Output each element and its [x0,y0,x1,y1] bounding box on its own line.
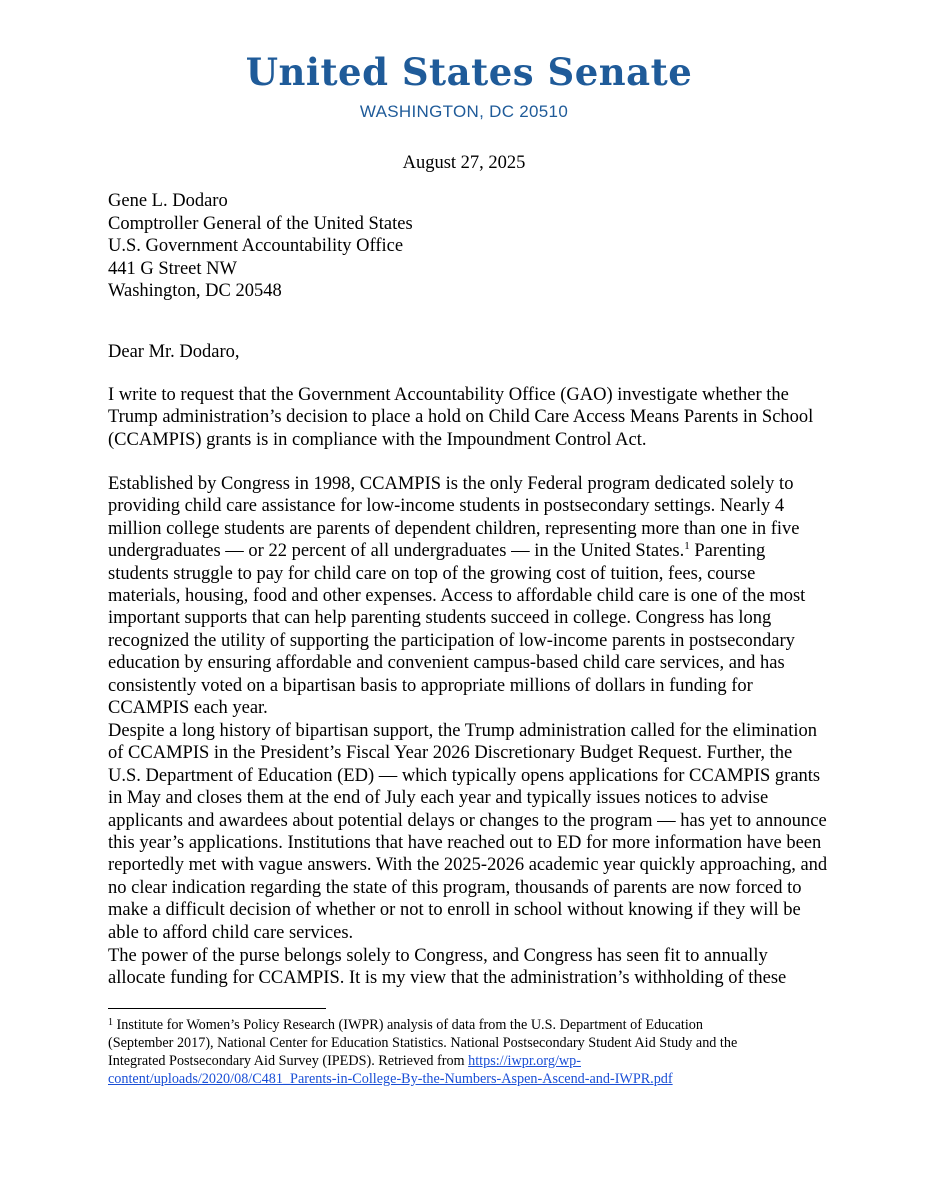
recipient-title: Comptroller General of the United States [108,213,413,234]
letter-date: August 27, 2025 [402,153,526,173]
recipient-address [108,190,413,303]
footnote-divider [108,1008,326,1009]
paragraph-line: applicants and awardees about potential delays or changes to the program — has yet to announce [108,810,827,831]
paragraph-line: million college students are parents of dependent children, representing more than one in five [108,518,800,539]
recipient-name: Gene L. Dodaro [108,191,228,211]
paragraph-text: Parenting [689,541,766,562]
footnote-source-link[interactable]: content/uploads/2020/08/C481_Parents-in-College-By-the-Numbers-Aspen-Ascend-and-IWPR.pdf [108,1071,673,1087]
paragraph-line: important supports that can help parenting students succeed in college. Congress has long [108,608,772,629]
salutation: Dear Mr. Dodaro, [108,342,240,362]
paragraph-line: Established by Congress in 1998, CCAMPIS is the only Federal program dedicated solely to [108,474,794,494]
paragraph-line: students struggle to pay for child care on top of the growing cost of tuition, fees, course [108,563,756,584]
paragraph-line: The power of the purse belongs solely to Congress, and Congress has seen fit to annually [108,946,768,966]
senate-title: United States Senate [245,50,693,94]
paragraph-line: no clear indication regarding the state of this program, thousands of parents are now forced to [108,877,802,898]
paragraph-line: of CCAMPIS in the President’s Fiscal Year 2026 Discretionary Budget Request. Further, the [108,743,793,764]
footnote-number: 1 [108,1017,113,1028]
footnote [108,1016,838,1088]
paragraph-line: recognized the utility of supporting the participation of low-income parents in postsecondary [108,630,795,651]
letterhead [0,48,928,122]
paragraph-line: Despite a long history of bipartisan support, the Trump administration called for the elimination [108,721,818,741]
recipient-city: Washington, DC 20548 [108,281,282,301]
paragraph-line: U.S. Department of Education (ED) — which typically opens applications for CCAMPIS grants [108,765,821,786]
footnote-line [108,1070,838,1088]
paragraph-purse [108,945,824,990]
paragraph-line: Trump administration’s decision to place a hold on Child Care Access Means Parents in School [108,407,814,428]
paragraph-line: materials, housing, food and other expenses. Access to affordable child care is one of the most [108,586,806,607]
paragraph-line: make a difficult decision of whether or not to enroll in school without knowing if they will be [108,900,801,921]
footnote-source-link[interactable]: https://iwpr.org/wp- [468,1053,581,1069]
paragraph-line: consistently voted on a bipartisan basis to appropriate millions of dollars in funding for [108,675,753,696]
footnote-line [108,1052,838,1070]
paragraph-line [108,540,824,562]
paragraph-line: able to afford child care services. [108,922,354,943]
paragraph-line: providing child care assistance for low-income students in postsecondary settings. Nearly 4 [108,496,785,517]
paragraph-line: (CCAMPIS) grants is in compliance with the Impoundment Control Act. [108,429,647,450]
footnote-text: Integrated Postsecondary Aid Survey (IPEDS). Retrieved from [108,1053,469,1069]
paragraph-line: this year’s applications. Institutions that have reached out to ED for more information have been [108,833,822,854]
paragraph-line: allocate funding for CCAMPIS. It is my view that the administration’s withholding of these [108,968,787,989]
paragraph-background [108,473,824,719]
footnote-reference[interactable]: 1 [684,540,690,553]
paragraph-request [108,384,824,451]
paragraph-line: in May and closes them at the end of July each year and typically issues notices to advise [108,788,769,809]
paragraph-text: undergraduates — or 22 percent of all undergraduates — in the United States. [108,541,685,562]
footnote-line: (September 2017), National Center for Education Statistics. National Postsecondary Student Aid Study and the [108,1035,738,1051]
senate-address: WASHINGTON, DC 20510 [359,102,569,121]
recipient-street: 441 G Street NW [108,258,237,279]
paragraph-line: I write to request that the Government Accountability Office (GAO) investigate whether the [108,385,789,405]
footnote-text: Institute for Women’s Policy Research (IWPR) analysis of data from the U.S. Department of Education [113,1017,703,1033]
paragraph-line: education by ensuring affordable and convenient campus-based child care services, and has [108,653,785,674]
paragraph-line: reportedly met with vague answers. With the 2025-2026 academic year quickly approaching, and [108,855,828,876]
paragraph-history [108,720,828,944]
recipient-office: U.S. Government Accountability Office [108,236,404,256]
paragraph-line: CCAMPIS each year. [108,698,268,719]
footnote-line [108,1016,838,1034]
